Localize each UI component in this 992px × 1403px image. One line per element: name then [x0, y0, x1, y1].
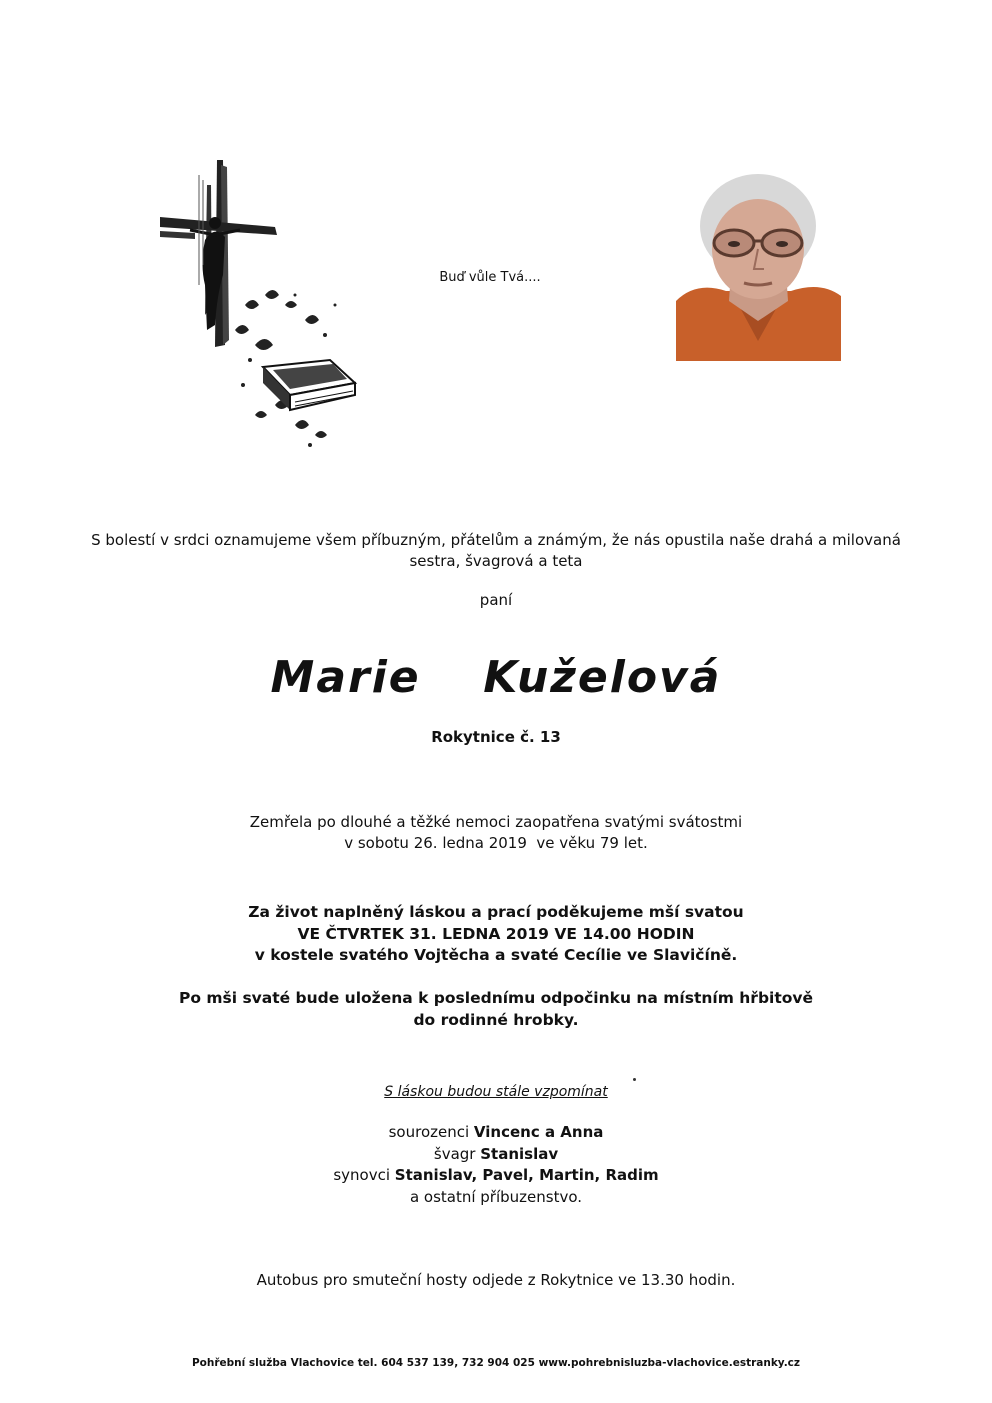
- motto: Buď vůle Tvá....: [439, 270, 541, 285]
- burial-info: [0, 988, 992, 1031]
- deceased-name: Marie Kuželová: [270, 652, 722, 703]
- funeral-line-2: VE ČTVRTEK 31. LEDNA 2019 VE 14.00 HODIN: [297, 924, 695, 943]
- speck: [633, 1078, 636, 1081]
- bus-note: Autobus pro smuteční hosty odjede z Rokytnice ve 13.30 hodin.: [256, 1271, 736, 1289]
- mourner-relation: a ostatní příbuzenstvo.: [409, 1187, 583, 1206]
- memory-heading: S láskou budou stále vzpomínat: [384, 1084, 608, 1100]
- mourner-names: Vincenc a Anna: [473, 1123, 604, 1141]
- mourners-list: [0, 1122, 992, 1208]
- mourner-row: [0, 1165, 992, 1187]
- funeral-info: [0, 902, 992, 967]
- address: Rokytnice č. 13: [431, 728, 561, 746]
- intro-line-2: sestra, švagrová a teta: [409, 552, 583, 570]
- mourner-relation: synovci: [333, 1166, 395, 1184]
- mourner-row: [0, 1144, 992, 1166]
- mourner-row: [0, 1122, 992, 1144]
- intro-text: [0, 530, 992, 572]
- funeral-line-1: Za život naplněný láskou a prací poděkujeme mší svatou: [248, 903, 744, 921]
- crucifix-with-book-and-flowers-icon: [155, 155, 365, 455]
- burial-line-1: Po mši svaté bude uložena k poslednímu odpočinku na místním hřbitově: [178, 989, 814, 1007]
- mourner-relation: švagr: [433, 1144, 481, 1163]
- death-info: [0, 812, 992, 854]
- mourner-names: Stanislav: [480, 1144, 559, 1163]
- funeral-line-3: v kostele svatého Vojtěcha a svaté Cecílie ve Slavičíně.: [254, 946, 738, 964]
- mourner-names: Stanislav, Pavel, Martin, Radim: [394, 1166, 659, 1184]
- mourner-row: [0, 1187, 992, 1209]
- footer: Pohřební služba Vlachovice tel. 604 537 139, 732 904 025 www.pohrebnisluzba-vlachovice.estranky.cz: [191, 1357, 801, 1369]
- portrait-photo: [676, 171, 841, 361]
- intro-line-1: S bolestí v srdci oznamujeme všem příbuzným, přátelům a známým, že nás opustila naše drahá a milovaná: [91, 531, 901, 549]
- mourner-relation: sourozenci: [388, 1123, 474, 1141]
- death-line-2: v sobotu 26. ledna 2019 ve věku 79 let.: [344, 834, 648, 852]
- death-line-1: Zemřela po dlouhé a těžké nemoci zaopatřena svatými svátostmi: [249, 813, 743, 831]
- burial-line-2: do rodinné hrobky.: [413, 1010, 579, 1029]
- title-word: paní: [479, 591, 513, 609]
